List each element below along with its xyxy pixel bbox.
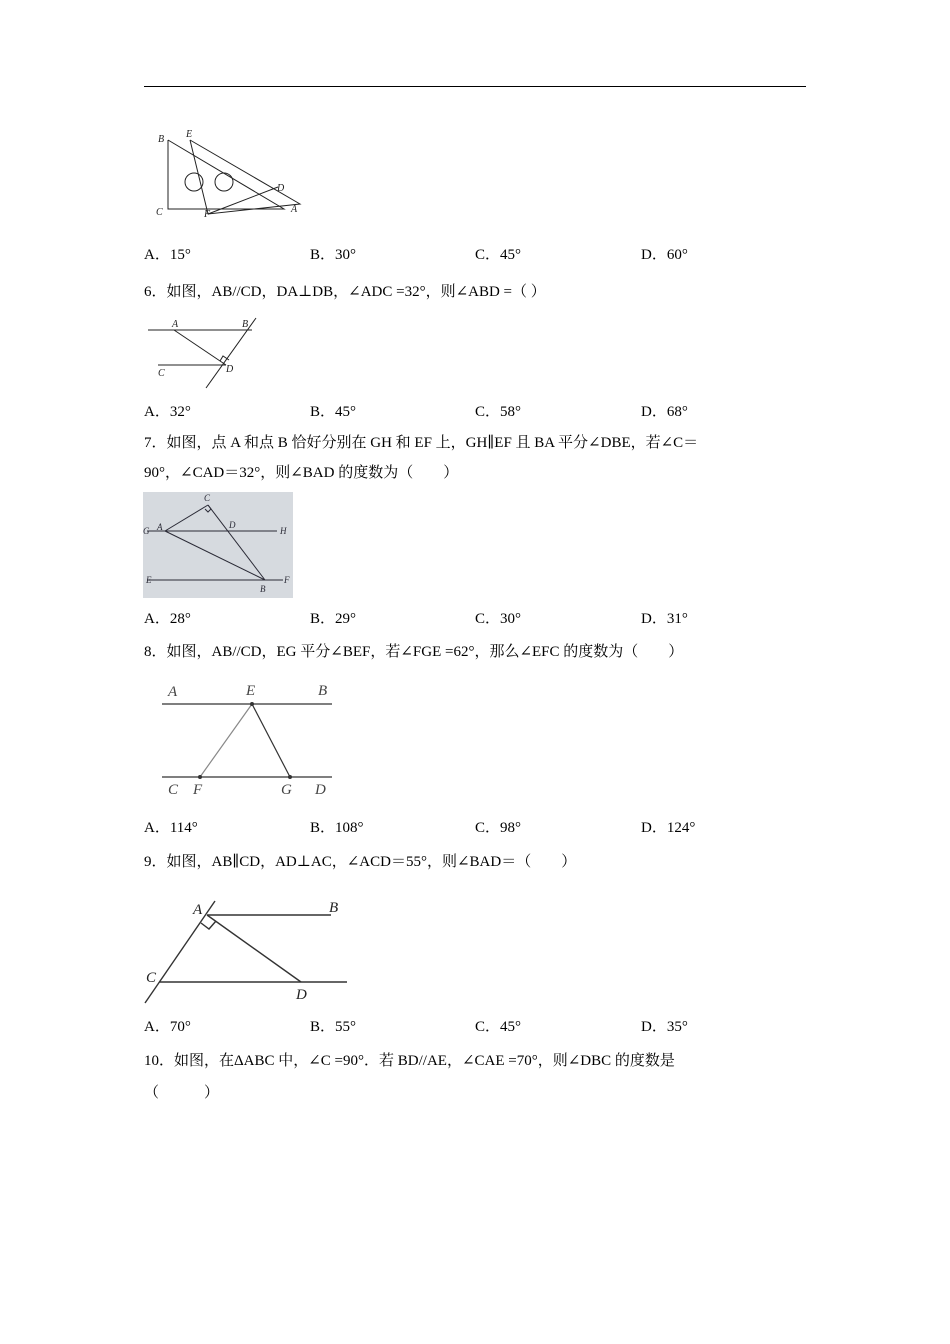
q8-label-f: F (193, 782, 203, 798)
q5-label-f: F (204, 209, 211, 220)
q6-option-a: A．32° (144, 404, 191, 420)
q6-label-d: D (226, 364, 234, 375)
q5-option-d: D．60° (641, 247, 688, 263)
q6-option-b: B．45° (310, 404, 357, 420)
q10-stem-line2: （ ） (144, 1085, 220, 1101)
q7-label-g: G (143, 526, 150, 536)
q8-label-c: C (168, 782, 179, 798)
q5-label-e: E (186, 129, 193, 140)
q5-option-c: C．45° (475, 247, 522, 263)
q6-option-c: C．58° (475, 404, 522, 420)
q10-stem-line1: 10．如图，在ΔABC 中，∠C =90°．若 BD//AE，∠CAE =70°，则∠DBC 的度数是 (144, 1053, 675, 1069)
q8-stem: 8．如图，AB//CD，EG 平分∠BEF，若∠FGE =62°，那么∠EFC 的度数为（ ） (144, 644, 684, 660)
q5-label-c: C (156, 207, 163, 218)
q6-figure (144, 314, 264, 392)
q7-option-d: D．31° (641, 611, 688, 627)
q9-option-d: D．35° (641, 1019, 688, 1035)
q9-option-c: C．45° (475, 1019, 522, 1035)
q6-label-a: A (172, 319, 179, 330)
q5-label-d: D (277, 183, 285, 194)
q9-option-a: A．70° (144, 1019, 191, 1035)
q8-figure (160, 678, 336, 800)
q5-label-b: B (158, 134, 165, 145)
q8-option-d: D．124° (641, 820, 696, 836)
q8-label-e: E (246, 683, 256, 699)
q8-option-b: B．108° (310, 820, 364, 836)
q9-figure (143, 893, 351, 1005)
q9-label-b: B (329, 900, 339, 916)
q7-label-a: A (157, 522, 163, 532)
q9-stem: 9．如图，AB∥CD，AD⊥AC，∠ACD＝55°，则∠BAD＝（ ） (144, 854, 577, 870)
q7-stem-line1: 7．如图，点 A 和点 B 恰好分别在 GH 和 EF 上，GH∥EF 且 BA 平分∠DBE，若∠C＝ (144, 435, 699, 451)
q7-stem-line2: 90°，∠CAD＝32°，则∠BAD 的度数为（ ） (144, 465, 459, 481)
q7-label-f: F (284, 575, 290, 585)
q6-stem: 6．如图，AB//CD，DA⊥DB，∠ADC =32°，则∠ABD =（ ） (144, 284, 546, 300)
q8-label-a: A (168, 684, 178, 700)
q5-label-a: A (291, 204, 298, 215)
q9-label-d: D (296, 987, 307, 1003)
q7-option-b: B．29° (310, 611, 357, 627)
q9-label-c: C (146, 970, 157, 986)
q7-label-e: E (146, 575, 152, 585)
q6-label-b: B (242, 319, 249, 330)
q9-option-b: B．55° (310, 1019, 357, 1035)
q8-label-d: D (315, 782, 326, 798)
q8-label-b: B (318, 683, 328, 699)
q7-option-a: A．28° (144, 611, 191, 627)
q6-label-c: C (158, 368, 165, 379)
header-rule (144, 86, 806, 87)
q7-figure (143, 492, 293, 598)
q8-option-c: C．98° (475, 820, 522, 836)
q8-option-a: A．114° (144, 820, 198, 836)
q9-label-a: A (193, 902, 203, 918)
q5-option-b: B．30° (310, 247, 357, 263)
q5-figure (144, 126, 314, 222)
q7-label-c: C (204, 493, 211, 503)
q7-option-c: C．30° (475, 611, 522, 627)
q8-label-g: G (281, 782, 292, 798)
q5-option-a: A．15° (144, 247, 191, 263)
q6-option-d: D．68° (641, 404, 688, 420)
q7-label-d: D (229, 520, 236, 530)
q7-label-b: B (260, 584, 266, 594)
q7-label-h: H (280, 526, 287, 536)
